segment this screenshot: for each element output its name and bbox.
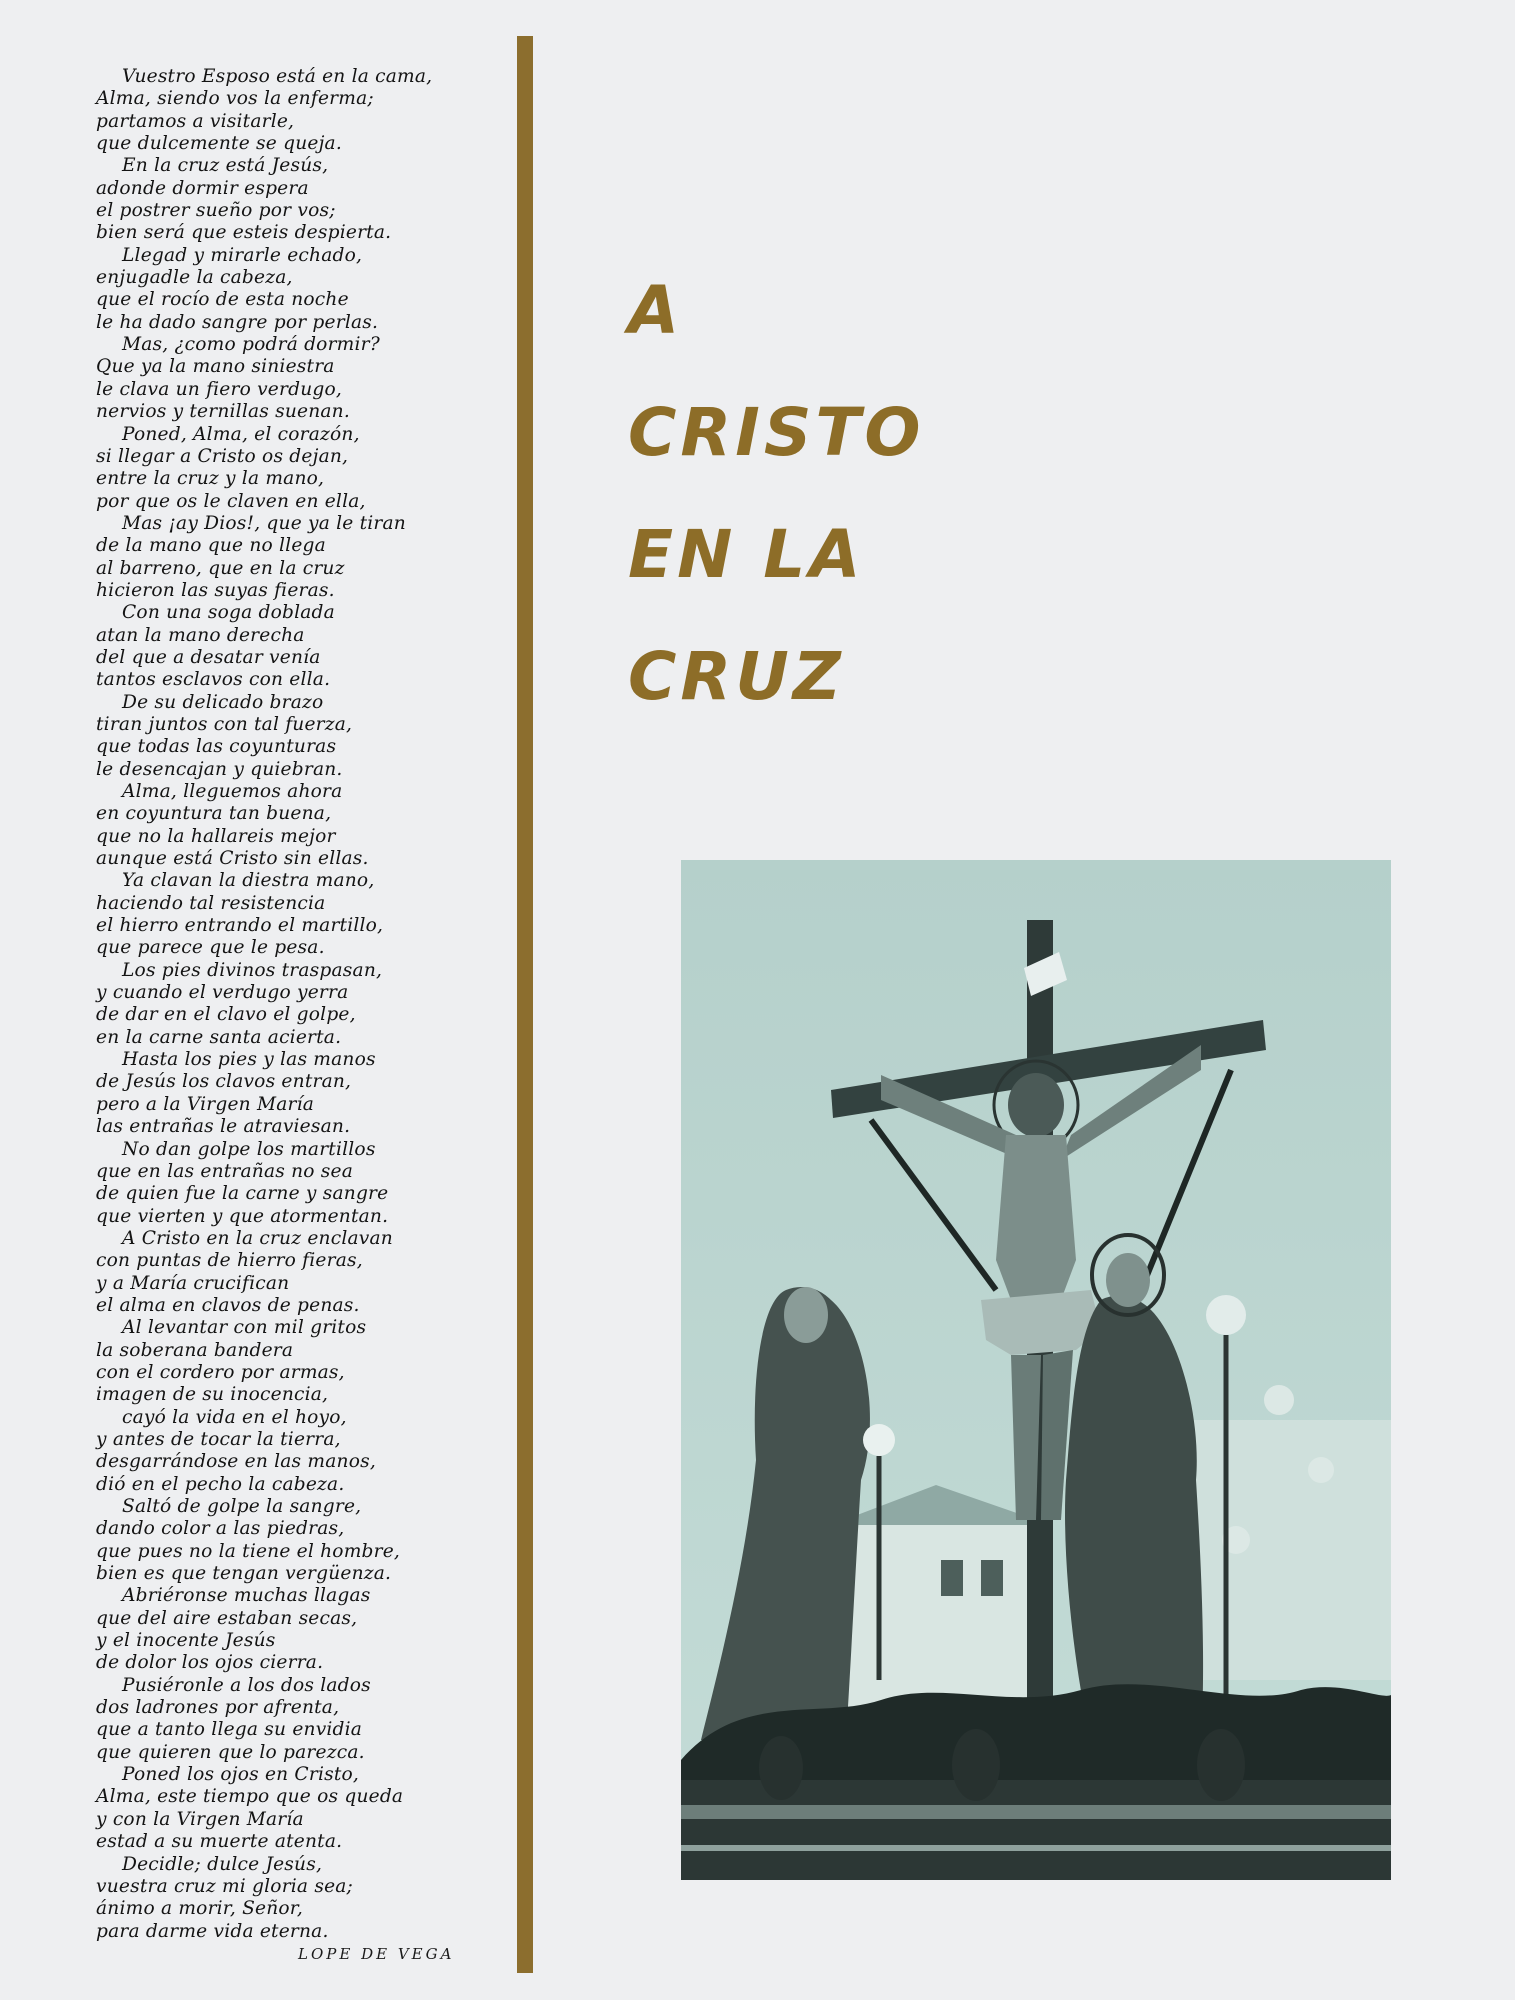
poem-line: que del aire estaban secas,	[96, 1607, 358, 1629]
poem-line: Vuestro Esposo está en la cama,	[122, 66, 433, 87]
poem-line: haciendo tal resistencia	[96, 892, 326, 914]
poem-line: del que a desatar venía	[96, 646, 321, 668]
poem-line: bien es que tengan vergüenza.	[96, 1563, 392, 1585]
poem-line: de dar en el clavo el golpe,	[96, 1004, 356, 1026]
poem-line: y a María crucifican	[96, 1272, 290, 1294]
poem-line: dos ladrones por afrenta,	[96, 1697, 340, 1719]
poem-line: que quieren que lo parezca.	[96, 1741, 365, 1763]
poem-line: adonde dormir espera	[96, 177, 309, 199]
poem-line: y con la Virgen María	[96, 1808, 304, 1830]
poem-line: para darme vida eterna.	[96, 1920, 329, 1942]
poem-line: A Cristo en la cruz enclavan	[122, 1227, 393, 1249]
poem-line: la soberana bandera	[96, 1339, 294, 1361]
poem-line: imagen de su inocencia,	[96, 1384, 329, 1406]
poem-line: atan la mano derecha	[96, 624, 305, 646]
poem-line: nervios y ternillas suenan.	[96, 401, 350, 423]
poem-line: y el inocente Jesús	[96, 1630, 276, 1652]
poem-line: tiran juntos con tal fuerza,	[96, 713, 353, 735]
christ-torso	[996, 1135, 1076, 1300]
poem-line: por que os le claven en ella,	[96, 490, 366, 512]
poem-line: De su delicado brazo	[122, 691, 324, 713]
poem-line: estad a su muerte atenta.	[96, 1831, 343, 1853]
poem-line: partamos a visitarle,	[96, 110, 295, 132]
poem-line: el hierro entrando el martillo,	[96, 915, 384, 937]
crucifixion-image	[681, 860, 1391, 1880]
poem-line: que el rocío de esta noche	[96, 289, 349, 311]
poem-line: dando color a las piedras,	[96, 1518, 345, 1540]
poem-line: Llegad y mirarle echado,	[122, 244, 363, 266]
poem-line: el alma en clavos de penas.	[96, 1294, 360, 1316]
title-line: CRUZ	[628, 638, 845, 715]
poem-line: Abriéronse muchas llagas	[122, 1585, 371, 1607]
poem-line: Hasta los pies y las manos	[122, 1049, 376, 1071]
poem-line: cayó la vida en el hoyo,	[122, 1406, 347, 1428]
poem-line: Pusiéronle a los dos lados	[122, 1674, 371, 1696]
poem-line: entre la cruz y la mano,	[96, 468, 325, 490]
poem-line: que no la hallareis mejor	[96, 825, 336, 847]
poem-line: que parece que le pesa.	[96, 937, 325, 959]
poem-line: aunque está Cristo sin ellas.	[96, 848, 369, 870]
crucifixion-photo	[681, 860, 1391, 1880]
poem-line: el postrer sueño por vos;	[96, 200, 336, 222]
poem-line: con el cordero por armas,	[96, 1361, 345, 1383]
poem-line: al barreno, que en la cruz	[96, 557, 345, 579]
poem-line: Alma, este tiempo que os queda	[96, 1786, 404, 1808]
poem-line: Mas ¡ay Dios!, que ya le tiran	[122, 512, 406, 534]
poem-line: Saltó de golpe la sangre,	[122, 1496, 362, 1517]
title-line: EN LA	[628, 516, 865, 593]
poem-line: No dan golpe los martillos	[122, 1138, 376, 1160]
poem-line: de quien fue la carne y sangre	[96, 1183, 389, 1205]
poem-line: le desencajan y quiebran.	[96, 758, 343, 780]
poem-line: que en las entrañas no sea	[96, 1160, 354, 1182]
title-line: CRISTO	[628, 394, 925, 471]
poem-line: bien será que esteis despierta.	[96, 222, 392, 244]
poem-line: si llegar a Cristo os dejan,	[96, 445, 349, 467]
vertical-divider	[517, 36, 533, 1973]
poem-line: Al levantar con mil gritos	[122, 1317, 367, 1339]
poem-line: hicieron las suyas fieras.	[96, 579, 335, 601]
poem-line: tantos esclavos con ella.	[96, 669, 331, 691]
poem-line: de Jesús los clavos entran,	[96, 1071, 352, 1093]
poem-line: que a tanto llega su envidia	[96, 1719, 363, 1741]
poem-line: que dulcemente se queja.	[96, 133, 342, 155]
poem-line: Ya clavan la diestra mano,	[122, 870, 375, 892]
poem-line: de la mano que no llega	[96, 535, 326, 557]
poem-line: desgarrándose en las manos,	[96, 1451, 376, 1473]
poem-line: Alma, siendo vos la enferma;	[96, 88, 374, 110]
poem-text	[96, 66, 496, 1943]
poem-line: enjugadle la cabeza,	[96, 267, 293, 289]
poem-line: y cuando el verdugo yerra	[96, 982, 349, 1004]
poem-line: pero a la Virgen María	[96, 1093, 315, 1115]
poem-line: En la cruz está Jesús,	[122, 155, 329, 177]
poem-line: de dolor los ojos cierra.	[96, 1652, 324, 1674]
poem-line: Los pies divinos traspasan,	[122, 959, 383, 981]
poem-line: le ha dado sangre por perlas.	[96, 311, 379, 333]
title-line: A	[628, 272, 684, 349]
poem-line: Que ya la mano siniestra	[96, 356, 335, 378]
poem-line: Poned, Alma, el corazón,	[122, 423, 360, 445]
poem-line: ánimo a morir, Señor,	[96, 1898, 303, 1920]
poem-line: que todas las coyunturas	[96, 736, 337, 758]
poem-author: LOPE DE VEGA	[298, 1945, 455, 1963]
poem-line: Mas, ¿como podrá dormir?	[122, 334, 380, 356]
poem-line: Con una soga doblada	[122, 602, 335, 624]
poem-line: en la carne santa acierta.	[96, 1026, 342, 1048]
poem-line: Poned los ojos en Cristo,	[122, 1764, 360, 1786]
poem-line: que pues no la tiene el hombre,	[96, 1540, 401, 1562]
poem-line: con puntas de hierro fieras,	[96, 1250, 363, 1272]
poem-line: vuestra cruz mi gloria sea;	[96, 1875, 354, 1897]
page-title	[628, 250, 924, 738]
poem-line: en coyuntura tan buena,	[96, 803, 332, 825]
poem-line: Decidle; dulce Jesús,	[122, 1853, 323, 1875]
poem-line: y antes de tocar la tierra,	[96, 1428, 341, 1450]
poem-line: le clava un fiero verdugo,	[96, 378, 342, 400]
poem-line: dió en el pecho la cabeza.	[96, 1473, 345, 1495]
poem-line: Alma, lleguemos ahora	[122, 781, 343, 802]
poem-line: que vierten y que atormentan.	[96, 1205, 389, 1227]
poem-line: las entrañas le atraviesan.	[96, 1116, 351, 1138]
christ-head	[1008, 1073, 1064, 1137]
